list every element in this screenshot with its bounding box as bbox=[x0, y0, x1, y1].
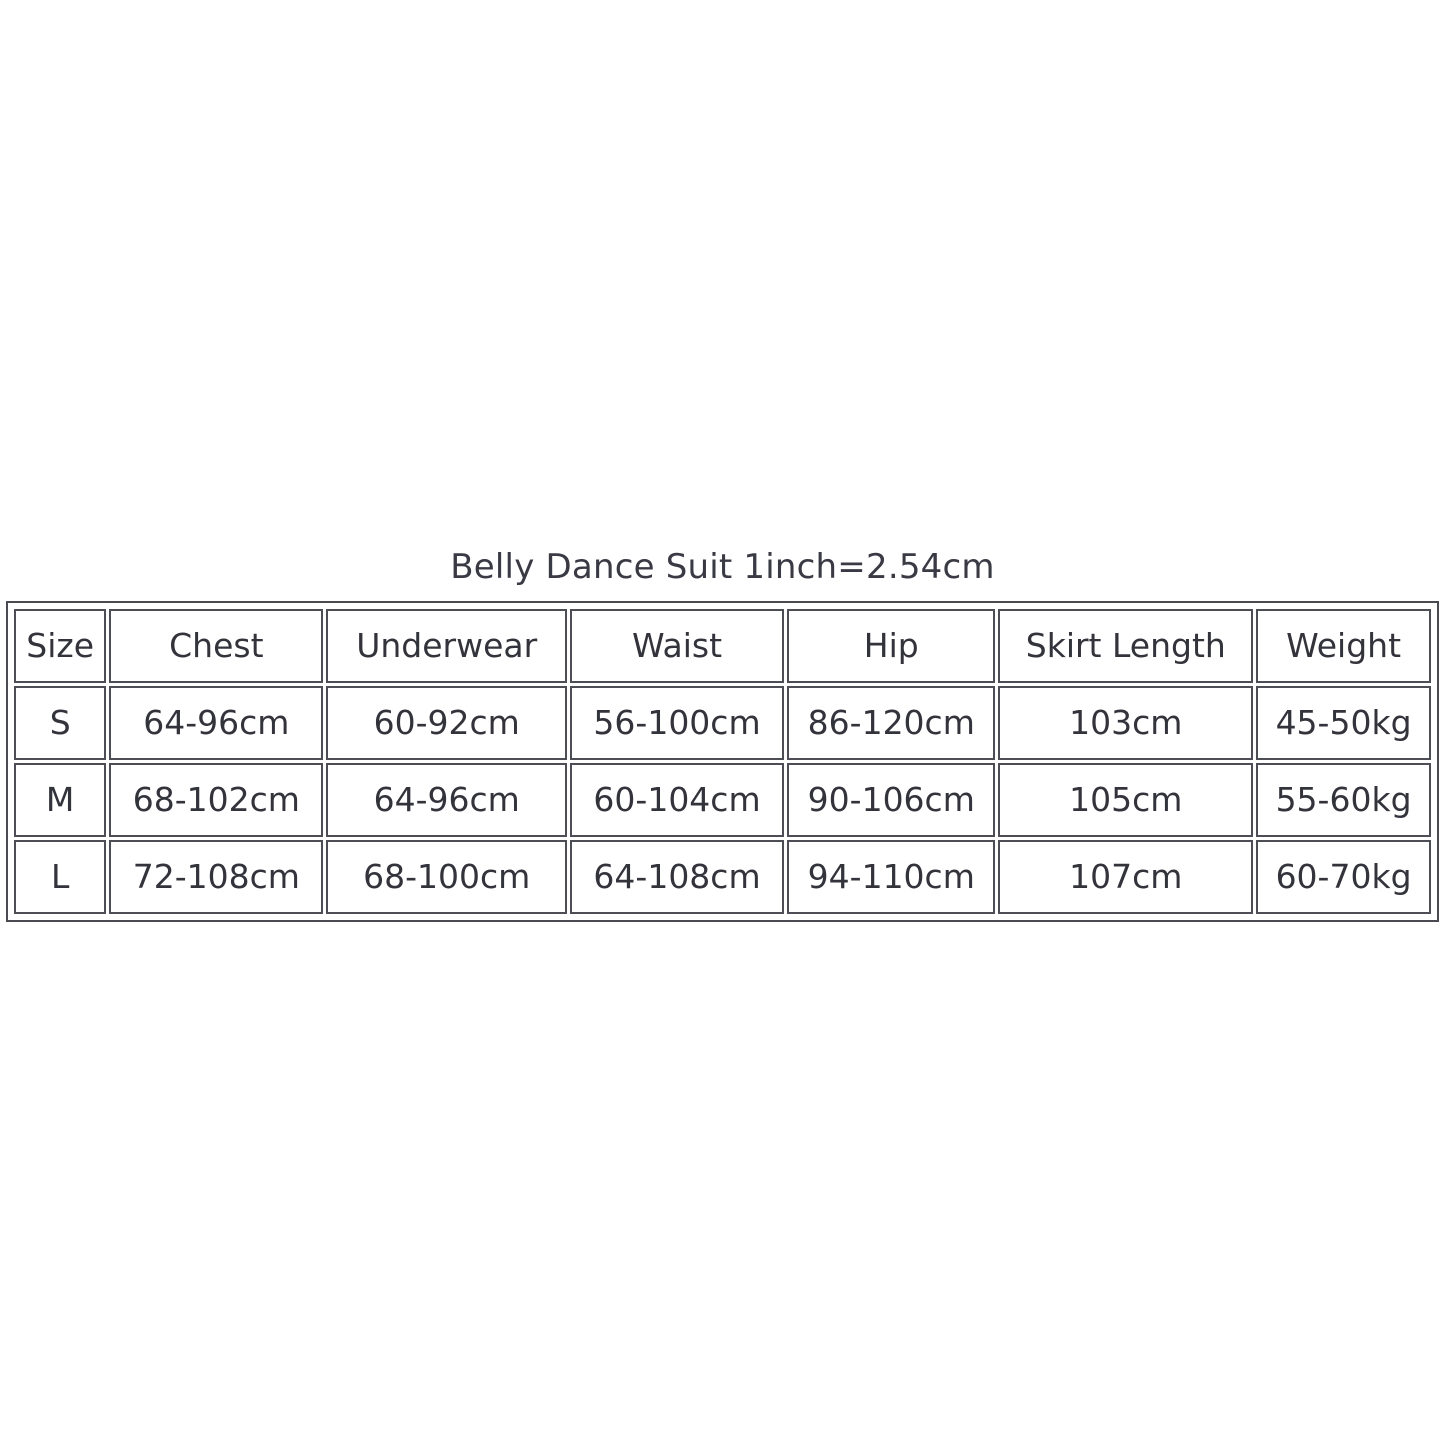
table-header-row bbox=[14, 609, 1431, 683]
cell-waist: 60-104cm bbox=[570, 763, 784, 837]
table-row bbox=[14, 840, 1431, 914]
table-row bbox=[14, 686, 1431, 760]
cell-underwear: 64-96cm bbox=[326, 763, 567, 837]
cell-size: L bbox=[14, 840, 106, 914]
page-title: Belly Dance Suit 1inch=2.54cm bbox=[450, 547, 995, 587]
cell-size: M bbox=[14, 763, 106, 837]
cell-chest: 68-102cm bbox=[109, 763, 323, 837]
cell-hip: 86-120cm bbox=[787, 686, 995, 760]
column-header-skirt-length: Skirt Length bbox=[998, 609, 1253, 683]
size-chart-block bbox=[0, 545, 1445, 922]
column-header-chest: Chest bbox=[109, 609, 323, 683]
table-row bbox=[14, 763, 1431, 837]
size-table-container bbox=[6, 601, 1439, 922]
cell-skirt-length: 103cm bbox=[998, 686, 1253, 760]
cell-weight: 55-60kg bbox=[1256, 763, 1431, 837]
column-header-hip: Hip bbox=[787, 609, 995, 683]
column-header-weight: Weight bbox=[1256, 609, 1431, 683]
cell-waist: 64-108cm bbox=[570, 840, 784, 914]
cell-hip: 94-110cm bbox=[787, 840, 995, 914]
cell-chest: 72-108cm bbox=[109, 840, 323, 914]
size-table bbox=[11, 606, 1434, 917]
cell-underwear: 68-100cm bbox=[326, 840, 567, 914]
cell-skirt-length: 107cm bbox=[998, 840, 1253, 914]
cell-size: S bbox=[14, 686, 106, 760]
cell-skirt-length: 105cm bbox=[998, 763, 1253, 837]
cell-weight: 60-70kg bbox=[1256, 840, 1431, 914]
column-header-underwear: Underwear bbox=[326, 609, 567, 683]
cell-waist: 56-100cm bbox=[570, 686, 784, 760]
column-header-size: Size bbox=[14, 609, 106, 683]
cell-chest: 64-96cm bbox=[109, 686, 323, 760]
column-header-waist: Waist bbox=[570, 609, 784, 683]
cell-underwear: 60-92cm bbox=[326, 686, 567, 760]
cell-weight: 45-50kg bbox=[1256, 686, 1431, 760]
cell-hip: 90-106cm bbox=[787, 763, 995, 837]
